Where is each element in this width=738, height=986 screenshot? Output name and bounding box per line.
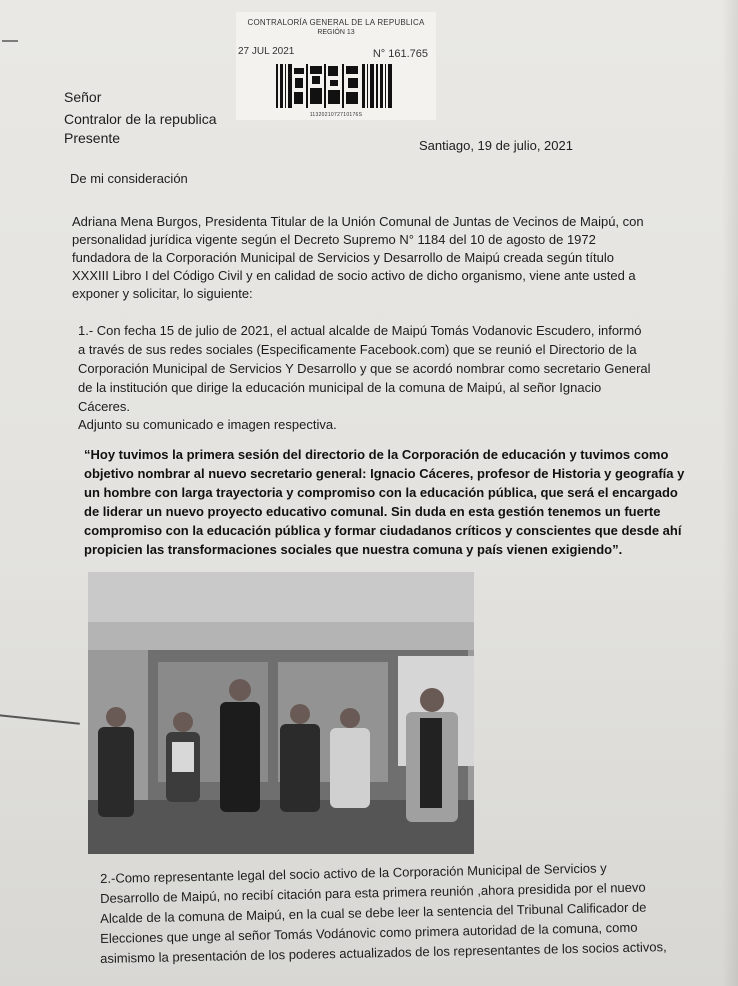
quote-line: “Hoy tuvimos la primera sesión del directorio de la Corporación de educación y tuvimos como [84, 447, 669, 462]
quote-line: un hombre con larga trayectoria y compromiso con la educación pública, que será el encargado [84, 485, 678, 500]
stamp-number: N° 161.765 [372, 48, 428, 60]
intro-line: Adriana Mena Burgos, Presidenta Titular de la Unión Comunal de Juntas de Vecinos de Maipú, con [72, 214, 644, 229]
point1-line: Cáceres. [78, 399, 131, 414]
page-edge-shadow [722, 0, 738, 986]
intro-line: XXXIII Libro I del Código Civil y en calidad de socio activo de dicho organismo, viene ante usted a [72, 268, 636, 283]
salutation-line-2: Contralor de la republica [64, 111, 217, 127]
stamp-organization: CONTRALORÍA GENERAL DE LA REPUBLICA [247, 18, 425, 27]
barcode-number: 1132021072710176S [309, 112, 363, 118]
quote-line: compromiso con la educación pública y formar ciudadanos críticos y conscientes que desde ahí [84, 523, 682, 538]
intro-line: personalidad jurídica vigente según el Decreto Supremo N° 1184 del 10 de agosto de 1972 [72, 232, 596, 247]
stamp-region: REGIÓN 13 [317, 29, 355, 36]
point1-line: 1.- Con fecha 15 de julio de 2021, el actual alcalde de Maipú Tomás Vodanovic Escudero, informó [78, 323, 642, 338]
intro-line: fundadora de la Corporación Municipal de Servicios y Desarrollo de Maipú creada según título [72, 250, 614, 265]
greeting: De mi consideración [70, 171, 188, 186]
place-date: Santiago, 19 de julio, 2021 [419, 138, 573, 153]
salutation-line-3: Presente [64, 130, 121, 146]
point2-line: Desarrollo de Maipú, no recibí citación para esta primera reunión ,ahora presidida por el nuevo [100, 879, 646, 906]
quote-line: objetivo nombrar al nuevo secretario general: Ignacio Cáceres, profesor de Historia y geografía y [84, 466, 685, 481]
intro-line: exponer y solicitar, lo siguiente: [72, 286, 253, 301]
point1-line: a través de sus redes sociales (Especificamente Facebook.com) que se reunió el Directorio de la [78, 342, 637, 357]
pen-mark [2, 40, 18, 42]
point2-line: Elecciones que unge al señor Tomás Vodánovic como primera autoridad de la comuna, como [100, 919, 638, 946]
point2-line: 2.-Como representante legal del socio activo de la Corporación Municipal de Servicios y [100, 860, 607, 886]
point1-line: de la institución que dirige la educación municipal de la comuna de Maipú, al señor Ignacio [78, 380, 602, 395]
stamp-date: 27 JUL 2021 [238, 46, 295, 57]
barcode-icon [274, 62, 398, 110]
salutation-line-1: Señor [64, 89, 102, 105]
group-photo [88, 572, 474, 854]
reception-stamp [236, 12, 436, 120]
point2-line: asimismo la presentación de los poderes actualizados de los representantes de los socios activos, [100, 939, 667, 966]
quote-line: de liderar un nuevo proyecto educativo comunal. Sin duda en esta gestión tenemos un fuerte [84, 504, 661, 519]
point2-line: Alcalde de la comuna de Maipú, en la cual se debe leer la sentencia del Tribunal Calificador de [100, 899, 647, 926]
point1-line: Adjunto su comunicado e imagen respectiva. [78, 417, 337, 432]
point1-line: Corporación Municipal de Servicios Y Desarrollo y que se acordó nombrar como secretario General [78, 361, 651, 376]
quote-line: propicien las transformaciones sociales que nuestra comuna y país vienen exigiendo”. [84, 542, 623, 557]
